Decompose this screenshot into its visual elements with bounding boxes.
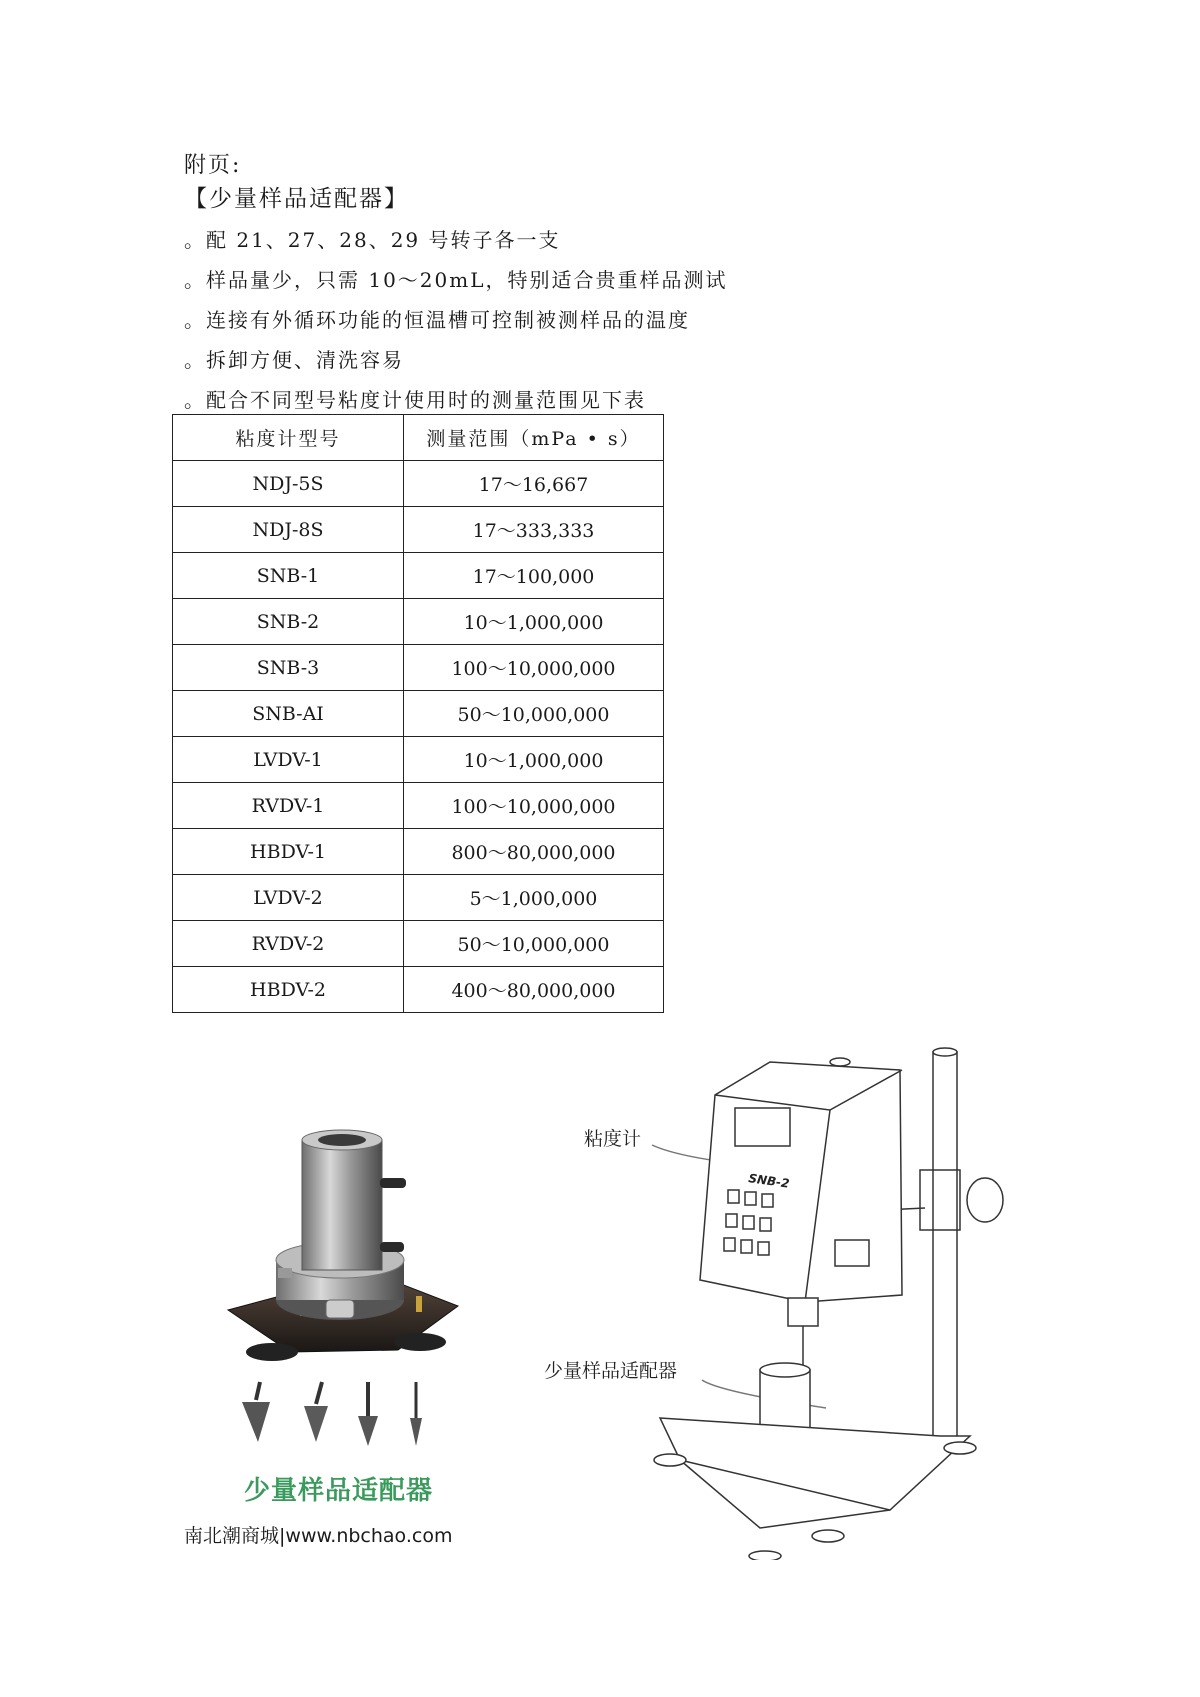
bullet-range-intro: 。配合不同型号粘度计使用时的测量范围见下表 bbox=[184, 388, 646, 412]
cell-model: LVDV-1 bbox=[173, 737, 404, 783]
bullet-cleaning: 。拆卸方便、清洗容易 bbox=[184, 348, 404, 372]
table-row bbox=[173, 645, 664, 691]
table-row bbox=[173, 967, 664, 1013]
bullet-sample-volume: 。样品量少，只需 10～20mL，特别适合贵重样品测试 bbox=[184, 268, 728, 292]
range-table bbox=[172, 414, 664, 1013]
cell-range: 17～333,333 bbox=[404, 507, 664, 553]
cell-range: 100～10,000,000 bbox=[404, 645, 664, 691]
cell-model: SNB-2 bbox=[173, 599, 404, 645]
cell-range: 50～10,000,000 bbox=[404, 691, 664, 737]
cell-range: 5～1,000,000 bbox=[404, 875, 664, 921]
cell-range: 50～10,000,000 bbox=[404, 921, 664, 967]
tripod-base bbox=[654, 1418, 976, 1560]
table-row bbox=[173, 461, 664, 507]
cell-range: 100～10,000,000 bbox=[404, 783, 664, 829]
cell-model: HBDV-1 bbox=[173, 829, 404, 875]
table-row bbox=[173, 507, 664, 553]
device-model-text: SNB-2 bbox=[747, 1171, 791, 1191]
viscometer-drawing bbox=[640, 1040, 1040, 1560]
table-row bbox=[173, 875, 664, 921]
cell-range: 10～1,000,000 bbox=[404, 599, 664, 645]
table-row bbox=[173, 921, 664, 967]
table-header-row bbox=[173, 415, 664, 461]
cell-range: 17～100,000 bbox=[404, 553, 664, 599]
table-row bbox=[173, 553, 664, 599]
header-range: 测量范围（mPa • s） bbox=[404, 415, 664, 461]
footer-site: 南北潮商城|www.nbchao.com bbox=[184, 1525, 453, 1547]
adapter-label: 少量样品适配器 bbox=[544, 1360, 678, 1382]
appendix-label: 附页: bbox=[184, 153, 242, 178]
cell-model: NDJ-5S bbox=[173, 461, 404, 507]
adapter-photo bbox=[220, 1120, 470, 1460]
cell-model: SNB-1 bbox=[173, 553, 404, 599]
stand-pole bbox=[933, 1048, 957, 1452]
cell-range: 400～80,000,000 bbox=[404, 967, 664, 1013]
cell-model: NDJ-8S bbox=[173, 507, 404, 553]
cell-range: 800～80,000,000 bbox=[404, 829, 664, 875]
section-title: 【少量样品适配器】 bbox=[184, 186, 409, 212]
viscometer-label: 粘度计 bbox=[584, 1128, 642, 1150]
cell-model: RVDV-2 bbox=[173, 921, 404, 967]
table-row bbox=[173, 599, 664, 645]
cell-model: RVDV-1 bbox=[173, 783, 404, 829]
header-model: 粘度计型号 bbox=[173, 415, 404, 461]
table-row bbox=[173, 783, 664, 829]
table-row bbox=[173, 691, 664, 737]
clamp-knob bbox=[885, 1170, 1003, 1230]
bullet-rotors: 。配 21、27、28、29 号转子各一支 bbox=[184, 228, 561, 252]
spindle-shaft bbox=[788, 1298, 818, 1370]
spindles bbox=[242, 1382, 422, 1446]
keypad bbox=[724, 1190, 773, 1255]
cell-model: LVDV-2 bbox=[173, 875, 404, 921]
cell-range: 17～16,667 bbox=[404, 461, 664, 507]
cell-model: SNB-AI bbox=[173, 691, 404, 737]
table-row bbox=[173, 829, 664, 875]
sample-chamber bbox=[302, 1130, 406, 1270]
adapter-caption: 少量样品适配器 bbox=[244, 1476, 434, 1506]
table-row bbox=[173, 737, 664, 783]
cell-model: HBDV-2 bbox=[173, 967, 404, 1013]
cell-model: SNB-3 bbox=[173, 645, 404, 691]
instrument-body bbox=[700, 1058, 902, 1302]
cell-range: 10～1,000,000 bbox=[404, 737, 664, 783]
bullet-temperature: 。连接有外循环功能的恒温槽可控制被测样品的温度 bbox=[184, 308, 690, 332]
